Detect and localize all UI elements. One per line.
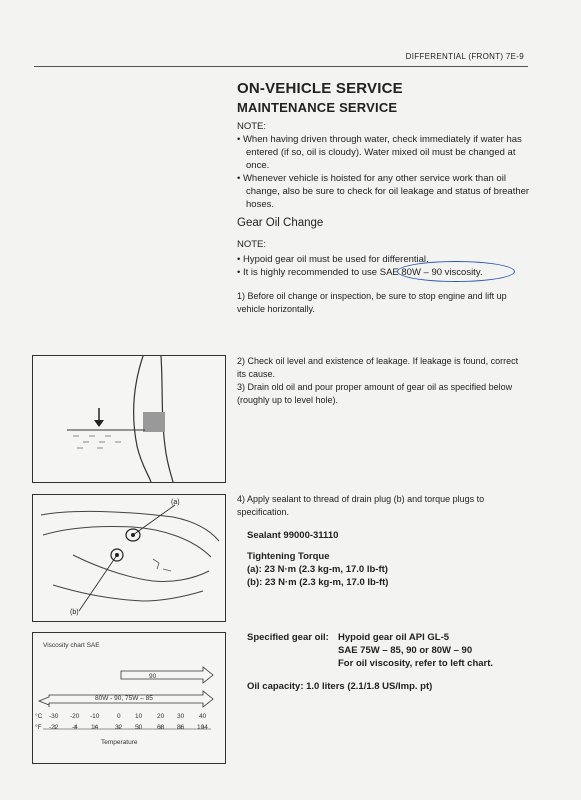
c-tick: 0: [117, 713, 121, 720]
handwritten-circle-annotation: [397, 261, 515, 282]
celsius-unit: °C: [35, 713, 43, 720]
bar-90-label: 90: [149, 673, 157, 680]
oil-capacity: Oil capacity: 1.0 liters (2.1/1.8 US/Imp. pt): [247, 681, 433, 692]
bar-90: [121, 667, 213, 683]
note-bullet-text: When having driven through water, check immediately if water has entered (if so, oil is cloudy). Water mixed oil must be changed at once.: [242, 134, 522, 171]
section-title: ON-VEHICLE SERVICE: [237, 80, 403, 97]
subsection-title: MAINTENANCE SERVICE: [237, 100, 398, 115]
oil-level-figure: [32, 355, 226, 483]
torque-title: Tightening Torque: [247, 551, 330, 562]
step-3: 3) Drain old oil and pour proper amount of gear oil as specified below (roughly up to level hole).: [237, 382, 513, 405]
note-label: NOTE:: [237, 121, 267, 132]
note-bullet: • When having driven through water, check immediately if water has entered (if so, oil is cloudy). Water mixed oil must be changed at once.: [237, 134, 522, 171]
step-1: 1) Before oil change or inspection, be sure to stop engine and lift up vehicle horizontally.: [237, 291, 507, 314]
f-tick: -22: [49, 724, 59, 731]
f-tick: 32: [115, 724, 123, 731]
spec-oil-line2: SAE 75W – 85, 90 or 80W – 90: [338, 645, 473, 656]
f-tick: 50: [135, 724, 143, 731]
f-tick: 86: [177, 724, 185, 731]
torque-b: (b): 23 N·m (2.3 kg-m, 17.0 lb-ft): [247, 577, 389, 588]
arrow-down-icon: [94, 420, 104, 427]
note-label: NOTE:: [237, 239, 267, 250]
sealant-spec: Sealant 99000-31110: [247, 530, 339, 541]
bar-80w90-label: 80W - 90, 75W – 85: [95, 695, 153, 702]
c-tick: 20: [157, 713, 165, 720]
label-b: (b): [70, 609, 79, 616]
torque-a: (a): 23 N·m (2.3 kg-m, 17.0 lb-ft): [247, 564, 388, 575]
spec-oil-line3: For oil viscosity, refer to left chart.: [338, 658, 494, 669]
f-tick: 104: [197, 724, 208, 731]
f-tick: 68: [157, 724, 165, 731]
fill-hole-plug: [143, 412, 165, 432]
step-2: 2) Check oil level and existence of leakage. If leakage is found, correct its cause.: [237, 356, 519, 379]
c-tick: 40: [199, 713, 207, 720]
page-header: [34, 52, 528, 67]
chart-title: Viscosity chart SAE: [43, 642, 100, 649]
header-text: DIFFERENTIAL (FRONT) 7E-9: [405, 52, 524, 61]
spec-oil-line1: Hypoid gear oil API GL-5: [338, 632, 450, 643]
note-bullet: • Whenever vehicle is hoisted for any other service work than oil change, also be sure to check for oil leakage and status of breather hoses.: [237, 173, 530, 210]
note-bullet-text: It is highly recommended to use SAE 80W – 90 viscosity.: [242, 267, 483, 278]
spec-oil-label: Specified gear oil:: [247, 632, 329, 643]
oil-level-illustration: [33, 356, 225, 482]
note-bullet: • It is highly recommended to use SAE 80W – 90 viscosity.: [237, 267, 483, 278]
note-bullet-text: Hypoid gear oil must be used for differential.: [242, 254, 429, 265]
label-a: (a): [171, 499, 180, 506]
f-tick: -4: [72, 724, 78, 731]
c-tick: -20: [70, 713, 80, 720]
step-4: 4) Apply sealant to thread of drain plug (b) and torque plugs to specification.: [237, 494, 485, 517]
c-tick: 10: [135, 713, 143, 720]
note-bullet: • Hypoid gear oil must be used for differential.: [237, 254, 429, 265]
viscosity-chart: [32, 632, 226, 764]
c-tick: 30: [177, 713, 185, 720]
c-tick: -30: [49, 713, 59, 720]
temperature-label: Temperature: [101, 739, 138, 746]
c-tick: -10: [90, 713, 100, 720]
f-tick: 14: [91, 724, 99, 731]
note-bullet-text: Whenever vehicle is hoisted for any other service work than oil change, also be sure to check for oil leakage and status of breather hoses.: [242, 173, 530, 210]
drain-plug-figure: [32, 494, 226, 622]
gear-oil-change-heading: Gear Oil Change: [237, 217, 324, 229]
fahrenheit-unit: °F: [35, 724, 42, 731]
differential-illustration: [33, 495, 225, 621]
